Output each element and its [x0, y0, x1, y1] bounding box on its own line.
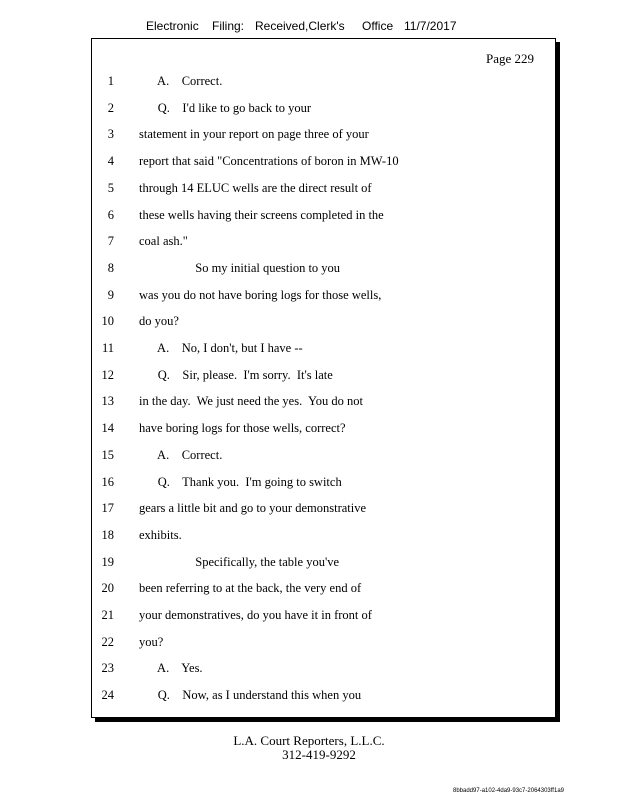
line-text: A. Correct. — [139, 447, 223, 462]
line-text: these wells having their screens completed in the — [139, 207, 384, 222]
line-number: 9 — [107, 287, 114, 302]
header-electronic: Electronic — [146, 19, 199, 33]
line-number: 12 — [101, 367, 114, 382]
line-number: 6 — [107, 207, 114, 222]
line-text: you? — [139, 634, 164, 649]
line-text: was you do not have boring logs for those wells, — [139, 287, 382, 302]
line-text: Specifically, the table you've — [139, 554, 339, 569]
line-text: A. No, I don't, but I have -- — [139, 341, 303, 355]
line-number: 23 — [101, 661, 114, 676]
page-number: Page 229 — [485, 51, 534, 66]
line-number: 22 — [101, 634, 114, 649]
line-text: A. Yes. — [139, 661, 203, 676]
line-text: your demonstratives, do you have it in front of — [139, 608, 372, 622]
line-text: in the day. We just need the yes. You do not — [139, 394, 363, 409]
line-number: 17 — [101, 501, 114, 516]
line-number: 18 — [101, 527, 114, 542]
header-office: Office — [362, 19, 394, 33]
line-number: 5 — [107, 180, 114, 195]
line-text: So my initial question to you — [139, 260, 341, 275]
line-number: 19 — [101, 554, 114, 569]
line-number: 20 — [101, 581, 114, 596]
line-text: gears a little bit and go to your demonstrative — [139, 501, 367, 516]
line-number: 3 — [107, 127, 114, 142]
line-text: Q. I'd like to go back to your — [139, 100, 312, 115]
line-number: 13 — [101, 394, 114, 409]
line-text: through 14 ELUC wells are the direct result of — [139, 180, 372, 195]
header-date: 11/7/2017 — [404, 19, 457, 33]
line-text: Q. Now, as I understand this when you — [139, 688, 362, 703]
line-text: A. Correct. — [139, 74, 223, 88]
line-number: 8 — [107, 260, 114, 275]
line-number: 21 — [101, 608, 114, 622]
line-number: 2 — [107, 100, 114, 115]
line-number: 11 — [101, 341, 114, 355]
line-text: report that said "Concentrations of boron in MW-10 — [139, 154, 399, 169]
footer-phone: 312-419-9292 — [282, 747, 356, 762]
line-text: Q. Sir, please. I'm sorry. It's late — [139, 367, 333, 382]
transcript-page — [91, 38, 556, 718]
line-number: 16 — [101, 474, 114, 489]
line-text: coal ash." — [139, 234, 188, 249]
line-text: have boring logs for those wells, correct? — [139, 421, 346, 436]
header-filing: Filing: — [212, 19, 245, 33]
line-number: 10 — [101, 314, 114, 329]
line-text: statement in your report on page three of your — [139, 127, 369, 142]
line-text: Q. Thank you. I'm going to switch — [139, 474, 342, 489]
line-number: 14 — [101, 421, 114, 436]
line-number: 1 — [107, 74, 114, 88]
line-number: 4 — [107, 154, 114, 169]
document-hash: 8bbadd97-a102-4da9-93c7-2064303ff1a9 — [453, 788, 564, 794]
footer-company: L.A. Court Reporters, L.L.C. — [233, 733, 385, 748]
header-received: Received,Clerk's — [255, 19, 345, 33]
line-text: do you? — [139, 314, 179, 329]
line-number: 7 — [107, 234, 114, 249]
line-text: been referring to at the back, the very end of — [139, 581, 362, 596]
line-text: exhibits. — [139, 527, 182, 542]
line-number: 15 — [101, 447, 114, 462]
line-number: 24 — [101, 688, 114, 703]
